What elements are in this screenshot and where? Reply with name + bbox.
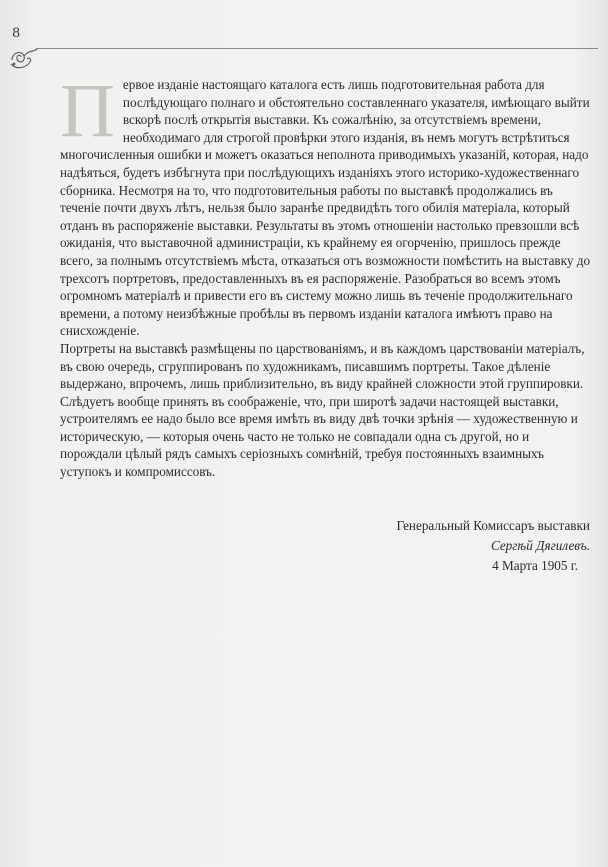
signature-name: Сергѣй Дягилевъ. [490,538,590,553]
signature-block [396,516,590,576]
page-number: 8 [12,26,21,41]
drop-cap: П [60,69,115,153]
paragraph-2: Портреты на выставкѣ размѣщены по царствованіямъ, и въ каждомъ царствованіи матеріалъ, въ свою очередь, сгруппированъ по художникамъ, писавшимъ портреты. Такое дѣленіе выдержано, впрочемъ, лишь приблизительно, въ виду крайней сложности этой группировки. Слѣдуетъ вообще принять въ соображеніе, что, при широтѣ задачи настоящей выставки, устроителямъ ее надо было все время имѣть въ виду двѣ точки зрѣнія — художественную и историческую, — которыя очень часто не только не совпадали одна съ другой, но и порождали цѣлый рядъ самыхъ серіозныхъ сомнѣній, требуя постоянныхъ взаимныхъ уступокъ и компромиссовъ. [60,340,585,480]
header-rule [36,48,598,49]
preface-text [60,69,594,481]
paragraph-1-text: ервое изданіе настоящаго каталога есть лишь подготовительная работа для послѣдующаго полнаго и обстоятельно составленнаго указателя, имѣющаго выйти вскорѣ послѣ открытія выставки. Къ сожалѣнію, за отсутствіемъ времени, необходимаго для строгой провѣрки этого изданія, въ немъ могутъ встрѣтиться многочисленныя ошибки и можетъ оказаться неполнота приводимыхъ указаній, которая, надо надѣяться, будетъ избѣгнута при послѣдующихъ изданіяхъ этого историко-художественнаго сборника. Несмотря на то, что подготовительныя работы по выставкѣ продолжались въ теченіе почти двухъ лѣтъ, нельзя было заранѣе предвидѣть того обилія матеріала, который отданъ въ распоряженіе выставки. Результаты въ этомъ отношеніи настолько превзошли всѣ ожиданія, что выставочной администраціи, къ крайнему ея огорченію, пришлось прежде всего, за полнымъ отсутствіемъ мѣста, отказаться отъ возможности помѣстить на выставку до трехсотъ портретовъ, предоставленныхъ въ ея распоряженіе. Разобраться во всемъ этомъ огромномъ матеріалѣ и привести его въ систему можно лишь въ теченіе продолжительнаго времени, а потому неизбѣжные пробѣлы въ первомъ изданіи каталога имѣютъ право на снисхожденіе. [60,77,591,339]
paragraph-1 [60,69,594,340]
signature-date: 4 Марта 1905 г. [492,558,578,573]
flourish-ornament-icon [8,46,42,72]
signature-title: Генеральный Комиссаръ выставки [396,518,590,533]
